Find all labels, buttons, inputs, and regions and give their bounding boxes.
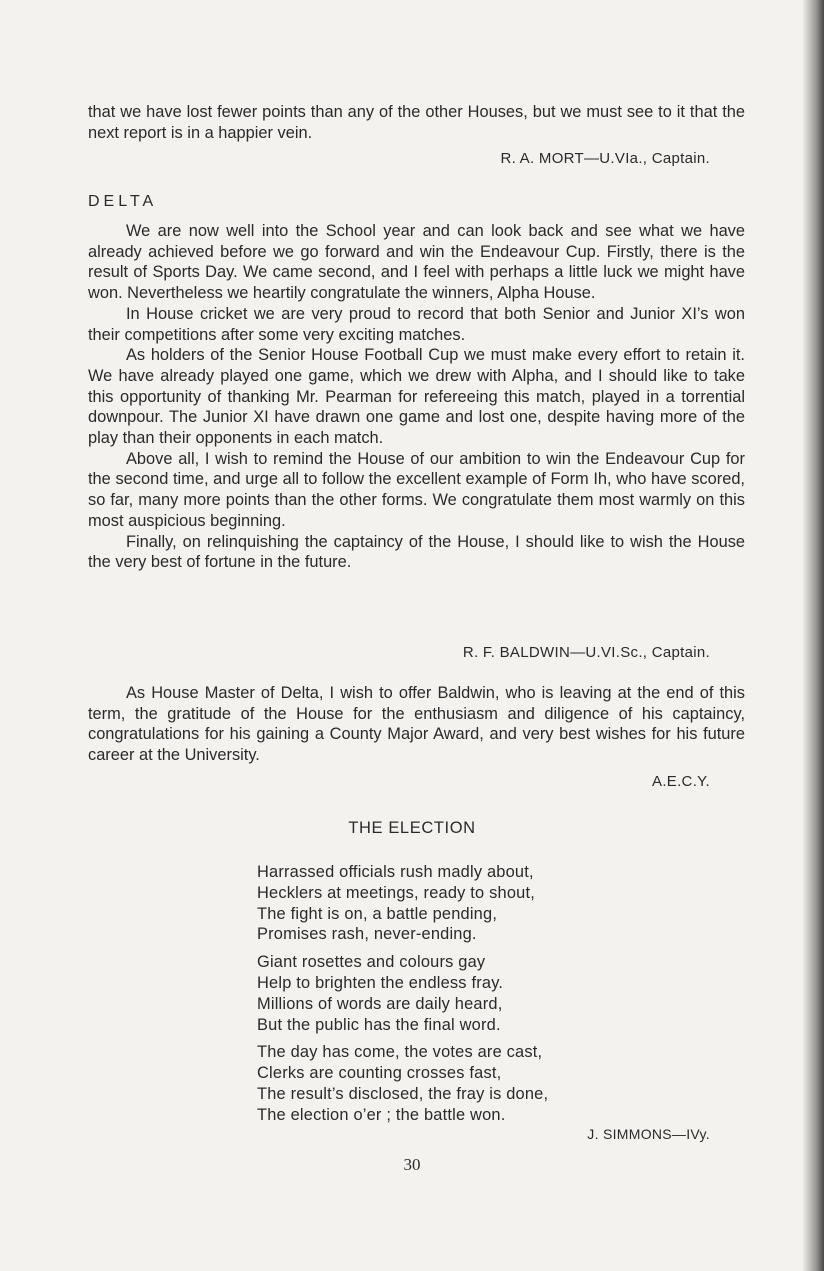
poem-line: The fight is on, a battle pending,	[257, 904, 498, 923]
poem-line: Promises rash, never-ending.	[257, 925, 477, 944]
poem-author: J. SIMMONS—IVy.	[587, 1126, 710, 1142]
poem-line: Millions of words are daily heard,	[257, 994, 503, 1013]
mort-report	[88, 102, 745, 143]
mort-signature: R. A. MORT—U.VIa., Captain.	[500, 150, 710, 167]
housemaster-note	[88, 683, 745, 766]
poem-body	[257, 862, 548, 1133]
delta-paragraph: Finally, on relinquishing the captaincy of the House, I should like to wish the House the very best of fortune in the future.	[88, 532, 745, 572]
poem-line: Clerks are counting crosses fast,	[257, 1064, 502, 1083]
poem-stanza	[257, 952, 548, 1035]
poem-line: Giant rosettes and colours gay	[257, 953, 486, 972]
page-edge-shadow	[802, 0, 824, 1271]
housemaster-signature: A.E.C.Y.	[652, 773, 710, 790]
poem-line: The result’s disclosed, the fray is done,	[257, 1084, 549, 1103]
poem-stanza	[257, 862, 548, 945]
poem-stanza	[257, 1042, 548, 1125]
baldwin-signature: R. F. BALDWIN—U.VI.Sc., Captain.	[462, 644, 710, 661]
page-number: 30	[403, 1155, 421, 1174]
poem-line: Hecklers at meetings, ready to shout,	[257, 883, 535, 902]
poem-line: The election o’er ; the battle won.	[257, 1105, 506, 1124]
delta-paragraph: Above all, I wish to remind the House of our ambition to win the Endeavour Cup for the second time, and urge all to follow the excellent example of Form Ih, who have scored, so far, many more points than the other forms. We congratulate them most warmly on this most auspicious beginning.	[88, 449, 745, 530]
delta-heading: DELTA	[88, 193, 158, 210]
poem-line: But the public has the final word.	[257, 1015, 501, 1034]
delta-paragraph: As holders of the Senior House Football Cup we must make every effort to retain it. We have already played one game, which we drew with Alpha, and I should like to take this opportunity of thanking Mr. Pearman for refereeing this match, played in a torrential downpour. The Junior XI have drawn one game and lost one, despite having more of the play than their opponents in each match.	[88, 346, 745, 448]
poem-title: THE ELECTION	[348, 819, 476, 837]
poem-line: The day has come, the votes are cast,	[257, 1043, 543, 1062]
delta-paragraph: We are now well into the School year and can look back and see what we have already achieved before we go forward and win the Endeavour Cup. Firstly, there is the result of Sports Day. We came second, and I feel with perhaps a little luck we might have won. Nevertheless we heartily congratulate the winners, Alpha House.	[88, 222, 745, 303]
housemaster-paragraph: As House Master of Delta, I wish to offer Baldwin, who is leaving at the end of this term, the gratitude of the House for the enthusiasm and diligence of his captaincy, congratulations for his gaining a County Major Award, and very best wishes for his future career at the University.	[88, 684, 745, 765]
poem-line: Help to brighten the endless fray.	[257, 973, 504, 992]
mort-paragraph: that we have lost fewer points than any of the other Houses, but we must see to it that the next report is in a happier vein.	[88, 103, 745, 142]
poem-line: Harrassed officials rush madly about,	[257, 863, 534, 881]
delta-report	[88, 221, 745, 573]
delta-paragraph: In House cricket we are very proud to record that both Senior and Junior XI’s won their competitions after some very exciting matches.	[88, 304, 745, 344]
